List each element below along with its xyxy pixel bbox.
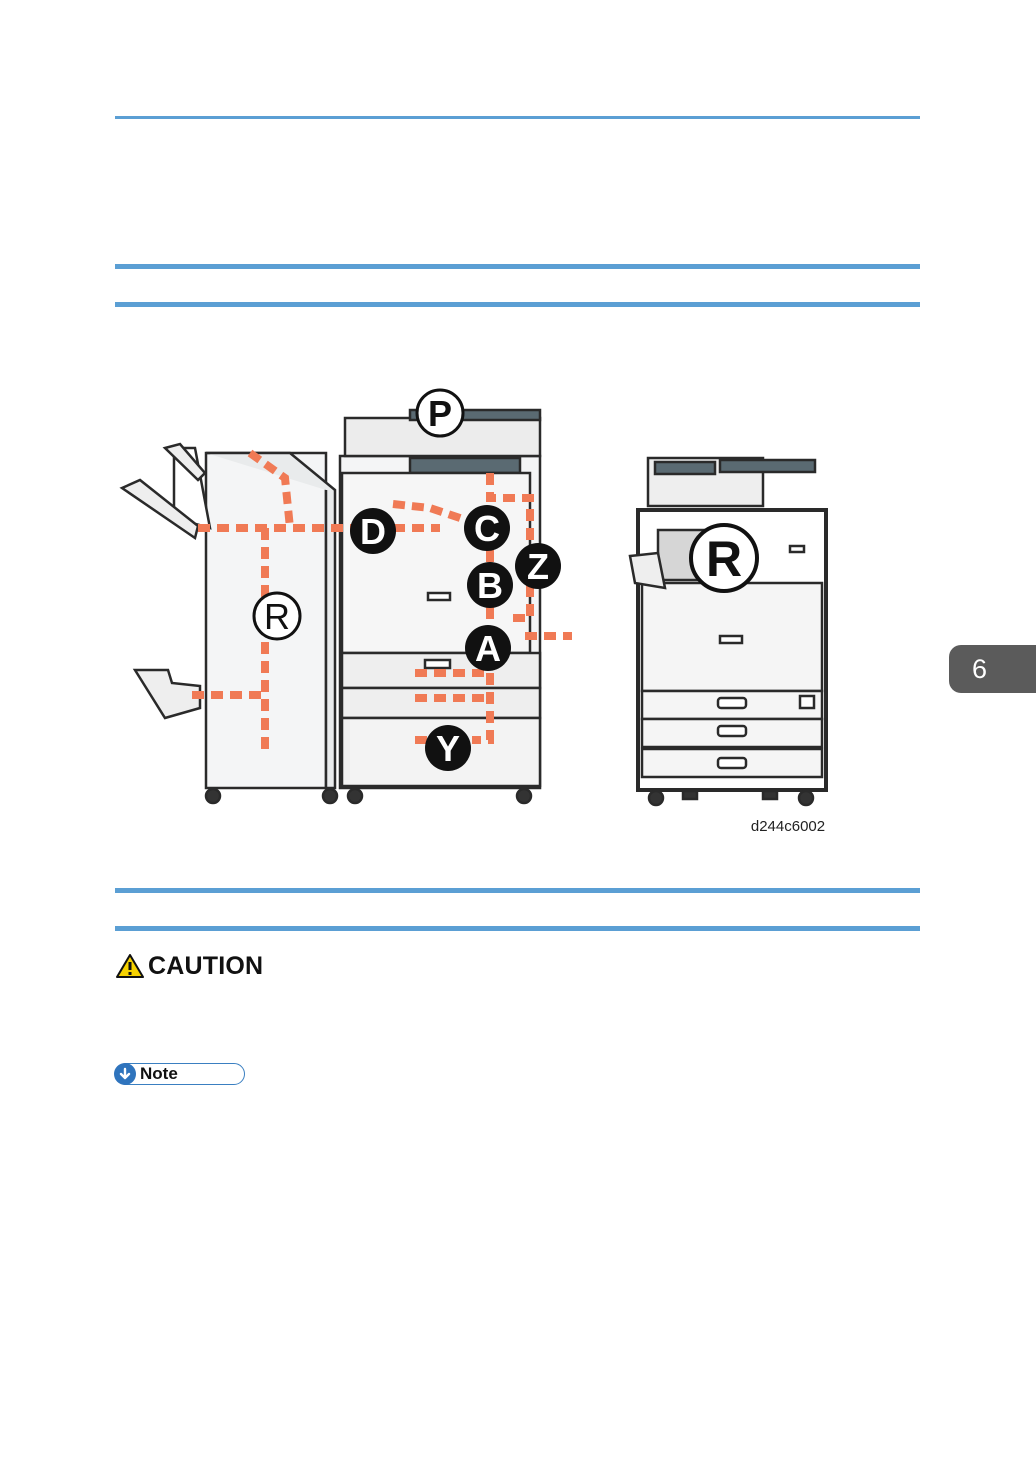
callout-z (515, 543, 561, 589)
section-rule-bottom (115, 302, 920, 307)
svg-text:D: D (360, 511, 386, 552)
svg-text:A: A (475, 628, 501, 669)
finisher-unit (122, 444, 337, 803)
callout-a (465, 625, 511, 671)
callout-r-finisher (254, 593, 300, 639)
callout-r-copier (691, 525, 757, 591)
note-badge (115, 1063, 245, 1085)
jam-location-illustration (110, 378, 840, 838)
svg-text:P: P (427, 393, 453, 434)
callout-c (464, 505, 510, 551)
down-arrow-icon (114, 1063, 136, 1085)
caution-rule-bottom (115, 926, 920, 931)
svg-text:Y: Y (435, 728, 461, 769)
svg-text:B: B (477, 565, 503, 606)
callout-b (467, 562, 513, 608)
svg-text:R: R (264, 596, 290, 637)
chapter-number: 6 (972, 653, 988, 684)
standalone-copier-unit (630, 458, 826, 805)
note-label: Note (140, 1064, 178, 1083)
svg-text:C: C (474, 508, 500, 549)
callout-d (350, 508, 396, 554)
warning-triangle-icon (115, 953, 145, 979)
header-rule (115, 116, 920, 119)
svg-text:Z: Z (527, 546, 549, 587)
caution-rule-top (115, 888, 920, 893)
caution-label: CAUTION (148, 951, 264, 980)
figure-code: d244c6002 (750, 818, 826, 835)
caution-heading (115, 950, 263, 982)
chapter-tab (949, 645, 1036, 693)
section-rule-top (115, 264, 920, 269)
callout-p (417, 390, 463, 436)
callout-y (425, 725, 471, 771)
svg-text:R: R (705, 531, 743, 587)
